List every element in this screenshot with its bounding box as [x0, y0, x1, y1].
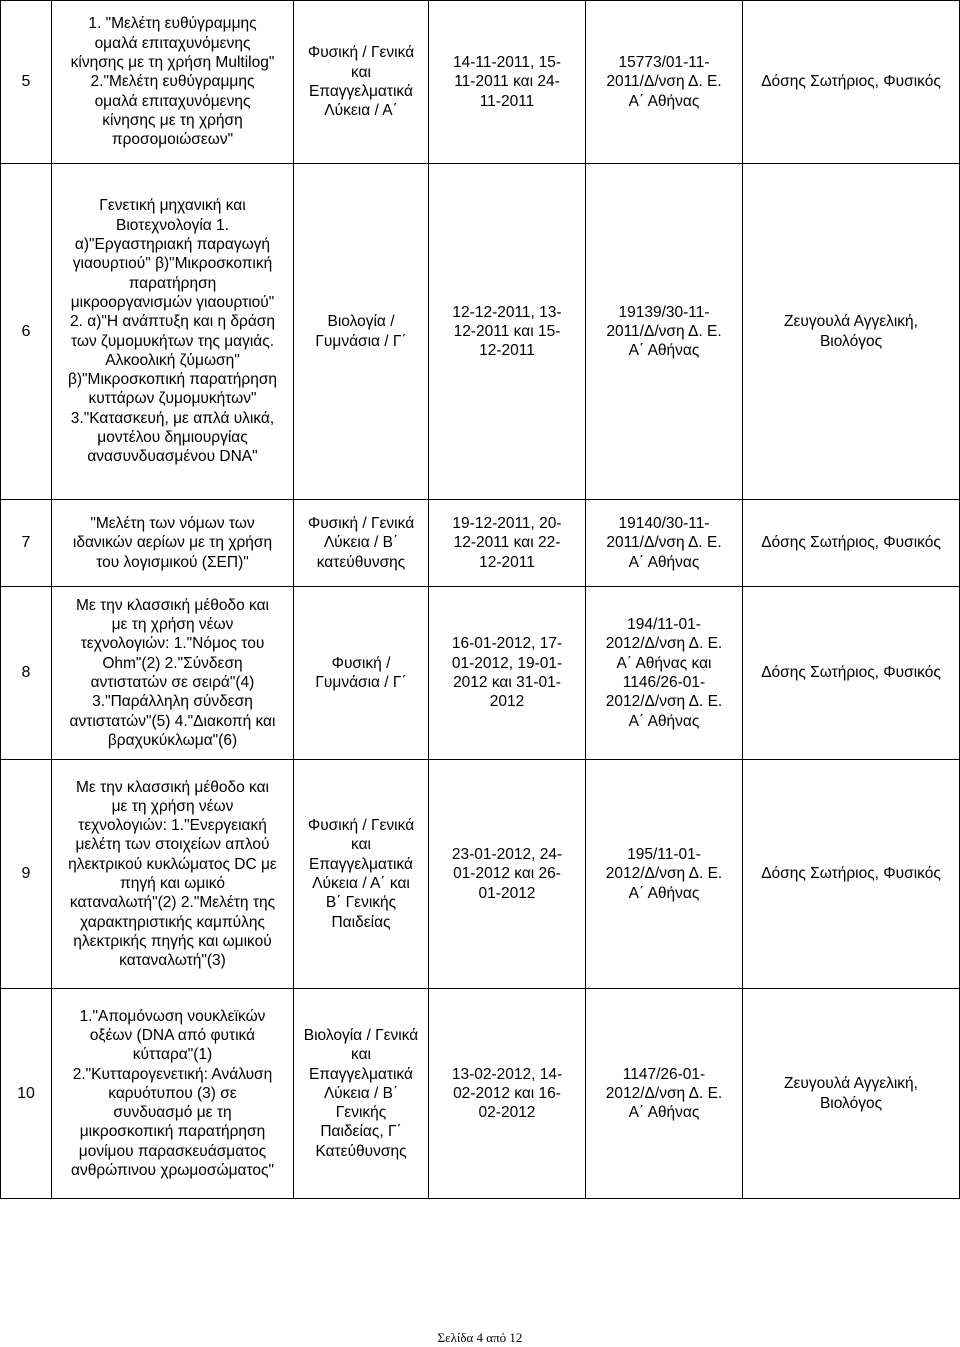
row-number: 6 — [1, 164, 52, 500]
teacher: Ζευγουλά Αγγελική, Βιολόγος — [743, 164, 960, 500]
dates: 16-01-2012, 17- 01-2012, 19-01- 2012 και 31-01- 2012 — [429, 587, 586, 760]
activity-title: Με την κλασσική μέθοδο και με τη χρήση νέων τεχνολογιών: 1."Ενεργειακή μελέτη των στοιχείων απλού ηλεκτρικού κυκλώματος DC με πηγή και ωμικό καταναλωτή"(2) 2."Μελέτη της χαρακτηριστικής καμπύλης ηλεκτρικής πηγής και ωμικού καταναλωτή"(3) — [52, 760, 294, 989]
teacher: Δόσης Σωτήριος, Φυσικός — [743, 500, 960, 587]
school-type: Βιολογία / Γενικά και Επαγγελματικά Λύκεια / Β΄ Γενικής Παιδείας, Γ΄ Κατεύθυνσης — [294, 989, 429, 1199]
protocol-number: 15773/01-11- 2011/Δ/νση Δ. Ε. Α΄ Αθήνας — [586, 1, 743, 164]
dates: 13-02-2012, 14- 02-2012 και 16- 02-2012 — [429, 989, 586, 1199]
table-row — [1, 587, 960, 760]
row-number: 10 — [1, 989, 52, 1199]
teacher: Δόσης Σωτήριος, Φυσικός — [743, 1, 960, 164]
teacher: Ζευγουλά Αγγελική, Βιολόγος — [743, 989, 960, 1199]
teacher: Δόσης Σωτήριος, Φυσικός — [743, 587, 960, 760]
dates: 19-12-2011, 20- 12-2011 και 22- 12-2011 — [429, 500, 586, 587]
row-number: 9 — [1, 760, 52, 989]
activity-title: Γενετική μηχανική και Βιοτεχνολογία 1. α)"Εργαστηριακή παραγωγή γιαουρτιού" β)"Μικροσκοπική παρατήρηση μικροοργανισμών γιαουρτιού" 2. α)"Η ανάπτυξη και η δράση των ζυμομυκήτων της μαγιάς. Αλκοολική ζύμωση" β)"Μικροσκοπική παρατήρηση κυττάρων ζυμομυκήτων" 3."Κατασκευή, με απλά υλικά, μοντέλου δημιουργίας ανασυνδυασμένου DNA" — [52, 164, 294, 500]
page-footer: Σελίδα 4 από 12 — [437, 1330, 523, 1345]
school-type: Βιολογία / Γυμνάσια / Γ΄ — [294, 164, 429, 500]
row-number: 5 — [1, 1, 52, 164]
table-row — [1, 1, 960, 164]
protocol-number: 195/11-01- 2012/Δ/νση Δ. Ε. Α΄ Αθήνας — [586, 760, 743, 989]
school-type: Φυσική / Γενικά Λύκεια / Β΄ κατεύθυνσης — [294, 500, 429, 587]
table-row — [1, 760, 960, 989]
table-row — [1, 989, 960, 1199]
protocol-number: 19139/30-11- 2011/Δ/νση Δ. Ε. Α΄ Αθήνας — [586, 164, 743, 500]
row-number: 7 — [1, 500, 52, 587]
activity-title: "Μελέτη των νόμων των ιδανικών αερίων με τη χρήση του λογισμικού (ΣΕΠ)" — [52, 500, 294, 587]
school-type: Φυσική / Γενικά και Επαγγελματικά Λύκεια / Α΄ και Β΄ Γενικής Παιδείας — [294, 760, 429, 989]
activity-title: Με την κλασσική μέθοδο και με τη χρήση νέων τεχνολογιών: 1."Νόμος του Ohm"(2) 2."Σύνδεση αντιστατών σε σειρά"(4) 3."Παράλληλη σύνδεση αντιστατών"(5) 4."Διακοπή και βραχυκύκλωμα"(6) — [52, 587, 294, 760]
school-type: Φυσική / Γυμνάσια / Γ΄ — [294, 587, 429, 760]
dates: 12-12-2011, 13- 12-2011 και 15- 12-2011 — [429, 164, 586, 500]
school-type: Φυσική / Γενικά και Επαγγελματικά Λύκεια / Α΄ — [294, 1, 429, 164]
teacher: Δόσης Σωτήριος, Φυσικός — [743, 760, 960, 989]
dates: 23-01-2012, 24- 01-2012 και 26- 01-2012 — [429, 760, 586, 989]
dates: 14-11-2011, 15- 11-2011 και 24- 11-2011 — [429, 1, 586, 164]
protocol-number: 1147/26-01- 2012/Δ/νση Δ. Ε. Α΄ Αθήνας — [586, 989, 743, 1199]
protocol-number: 194/11-01- 2012/Δ/νση Δ. Ε. Α΄ Αθήνας και 1146/26-01- 2012/Δ/νση Δ. Ε. Α΄ Αθήνας — [586, 587, 743, 760]
table-row — [1, 500, 960, 587]
activity-title: 1. "Μελέτη ευθύγραμμης ομαλά επιταχυνόμενης κίνησης με τη χρήση Multilog" 2."Μελέτη ευθύγραμμης ομαλά επιταχυνόμενης κίνησης με τη χρήση προσομοιώσεων" — [52, 1, 294, 164]
protocol-number: 19140/30-11- 2011/Δ/νση Δ. Ε. Α΄ Αθήνας — [586, 500, 743, 587]
table-row — [1, 164, 960, 500]
activity-title: 1."Απομόνωση νουκλεϊκών οξέων (DNA από φυτικά κύτταρα"(1) 2."Κυτταρογενετική: Ανάλυση καρυότυπου (3) σε συνδυασμό με τη μικροσκοπική παρατήρηση μονίμου παρασκευάσματος ανθρώπινου χρωμοσώματος" — [52, 989, 294, 1199]
row-number: 8 — [1, 587, 52, 760]
